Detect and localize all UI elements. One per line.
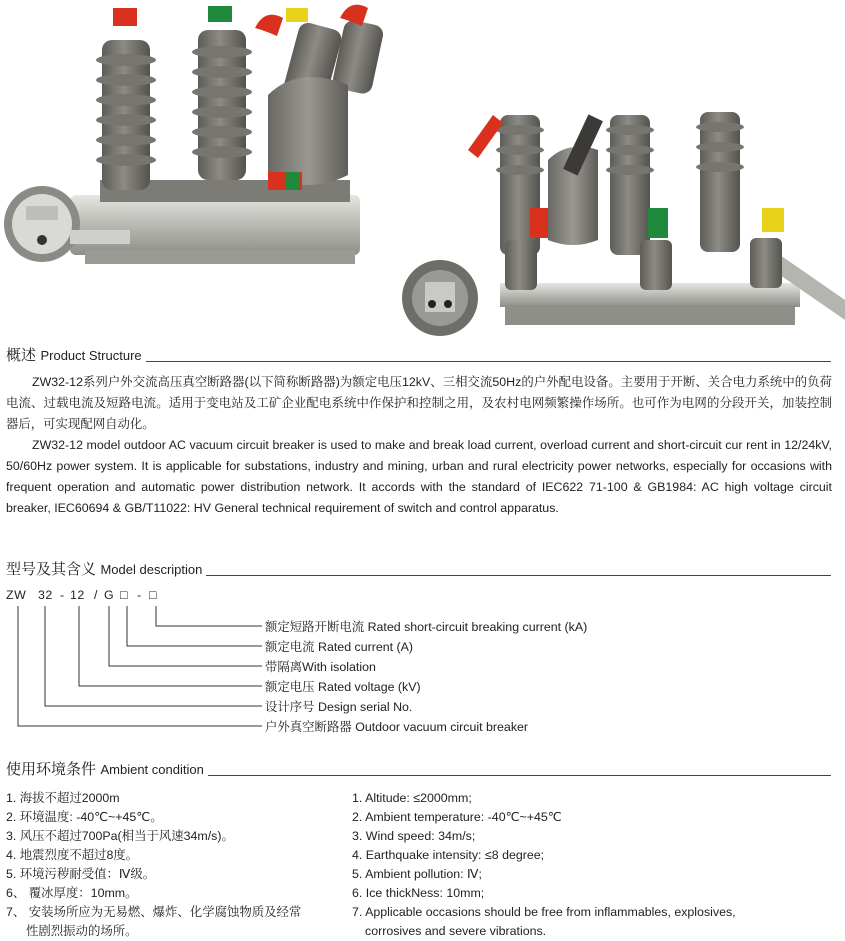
ambient-zh-item: 4. 地震烈度不超过8度。 xyxy=(6,848,139,862)
overview-title-zh: 概述 xyxy=(6,347,37,364)
code-slash: / xyxy=(94,588,98,602)
model-item-en: Outdoor vacuum circuit breaker xyxy=(355,720,529,734)
ambient-zh-item: 性剧烈振动的场所。 xyxy=(26,924,138,938)
model-item-breaking-current xyxy=(265,617,587,635)
model-item-zh: 设计序号 xyxy=(265,700,315,714)
model-title-en: Model description xyxy=(100,562,203,577)
overview-title-en: Product Structure xyxy=(40,348,142,363)
overview-paragraph-en: ZW32-12 model outdoor AC vacuum circuit breaker is used to make and break load current, overload current and short-circuit cur rent in 12/24kV, 50/60Hz power system. It is applicable for substations, industry and mining, urban and rural electricity power networks, especially for occasions with frequent operation and automatic power distribution network. It accords with the standard of IEC622 71-100 & GB1984: AC high voltage circuit breaker, IEC60694 & GB/T11022: HV General technical requirement of switch and control apparatus. xyxy=(6,438,832,515)
model-item-type xyxy=(265,717,528,735)
ambient-en-item: 1. Altitude: ≤2000mm; xyxy=(352,791,472,805)
ambient-zh-item: 1. 海拔不超过2000m xyxy=(6,791,120,805)
ambient-zh-item: 5. 环境污秽耐受值：Ⅳ级。 xyxy=(6,867,156,881)
code-12: 12 xyxy=(70,588,85,602)
model-item-zh: 额定电压 xyxy=(265,680,315,694)
model-item-isolation xyxy=(265,657,376,675)
ambient-zh-item: 3. 风压不超过700Pa(相当于风速34m/s)。 xyxy=(6,829,234,843)
code-box-2: □ xyxy=(149,588,157,602)
ambient-en-item: 2. Ambient temperature: -40℃~+45℃ xyxy=(352,810,562,824)
code-box-1: □ xyxy=(120,588,128,602)
model-item-en: Rated voltage (kV) xyxy=(318,680,421,694)
overview-body xyxy=(6,372,832,519)
model-item-rated-voltage xyxy=(265,677,421,695)
code-zw: ZW xyxy=(6,588,27,602)
breaker-photo-left xyxy=(4,5,385,264)
model-item-en: Rated short-circuit breaking current (kA) xyxy=(367,620,588,634)
model-leader-lines xyxy=(0,588,845,738)
ambient-list-zh xyxy=(6,789,301,941)
model-header xyxy=(6,557,831,579)
model-diagram xyxy=(0,588,845,738)
model-item-zh: 额定短路开断电流 xyxy=(265,620,365,634)
model-item-zh: 带隔离 xyxy=(265,660,303,674)
ambient-en-item: 5. Ambient pollution: Ⅳ; xyxy=(352,867,482,881)
overview-paragraph-zh: ZW32-12系列户外交流高压真空断路器(以下简称断路器)为额定电压12kV、三相交流50Hz的户外配电设备。主要用于开断、关合电力系统中的负荷电流、过载电流及短路电流。适用于变电站及工矿企业配电系统中作保护和控制之用，及农村电网频繁操作场所。也可作为电网的分段开关，加装控制器后，可实现配网自动化。 xyxy=(6,375,832,431)
ambient-en-item: 7. Applicable occasions should be free from inflammables, explosives, xyxy=(352,905,736,919)
model-item-zh: 户外真空断路器 xyxy=(265,720,352,734)
model-title-zh: 型号及其含义 xyxy=(6,561,97,578)
ambient-en-item: 3. Wind speed: 34m/s; xyxy=(352,829,476,843)
ambient-header xyxy=(6,757,831,779)
overview-header xyxy=(6,343,831,365)
model-item-serial xyxy=(265,697,412,715)
model-item-en: Rated current (A) xyxy=(318,640,414,654)
ambient-en-item: 6. Ice thickNess: 10mm; xyxy=(352,886,485,900)
model-item-zh: 额定电流 xyxy=(265,640,315,654)
ambient-zh-item: 2. 环境温度: -40℃~+45℃。 xyxy=(6,810,163,824)
model-item-en: With isolation xyxy=(302,660,376,674)
code-dash-1: - xyxy=(60,588,65,602)
ambient-title-en: Ambient condition xyxy=(100,762,204,777)
ambient-en-item: corrosives and severe vibrations. xyxy=(365,924,547,938)
model-item-rated-current xyxy=(265,637,413,655)
ambient-zh-item: 6、 覆冰厚度：10mm。 xyxy=(6,886,138,900)
code-dash-2: - xyxy=(137,588,142,602)
ambient-list-en xyxy=(352,789,736,941)
breaker-photo-right xyxy=(402,112,845,336)
ambient-zh-item: 7、 安装场所应为无易燃、爆炸、化学腐蚀物质及经常 xyxy=(6,905,302,919)
code-32: 32 xyxy=(38,588,53,602)
code-g: G xyxy=(104,588,115,602)
ambient-en-item: 4. Earthquake intensity: ≤8 degree; xyxy=(352,848,545,862)
ambient-title-zh: 使用环境条件 xyxy=(6,761,97,778)
model-item-en: Design serial No. xyxy=(318,700,413,714)
product-photos xyxy=(0,0,845,340)
